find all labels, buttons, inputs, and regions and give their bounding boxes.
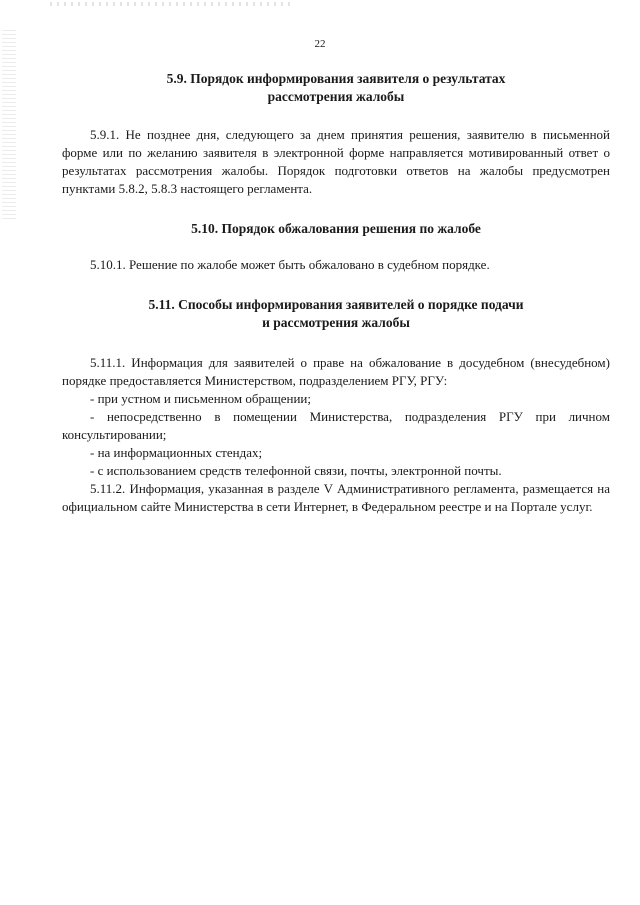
scan-artifact-margin [2, 30, 16, 220]
page-number: 22 [314, 38, 326, 50]
section-5-11 [62, 296, 610, 516]
document-body [62, 66, 610, 516]
list-item: - с использованием средств телефонной связи, почты, электронной почты. [90, 463, 502, 478]
section-heading: 5.10. Порядок обжалования решения по жалобе [191, 221, 481, 236]
paragraph: 5.10.1. Решение по жалобе может быть обжаловано в судебном порядке. [90, 257, 490, 272]
section-5-10 [62, 220, 610, 274]
paragraph: 5.11.1. Информация для заявителей о праве на обжалование в досудебном (внесудебном) порядке предоставляется Министерством, подразделением РГУ, РГУ: [62, 355, 610, 388]
section-5-9 [62, 70, 610, 198]
section-heading: 5.11. Способы информирования заявителей о порядке подачи [148, 297, 524, 312]
scan-artifact-top [50, 2, 290, 6]
list-item: - непосредственно в помещении Министерства, подразделения РГУ при личном консультировании; [62, 409, 610, 442]
list-item: - на информационных стендах; [90, 445, 263, 460]
paragraph: 5.11.2. Информация, указанная в разделе V Административного регламента, размещается на официальном сайте Министерства в сети Интернет, в Федеральном реестре и на Портале услуг. [62, 481, 610, 514]
paragraph: 5.9.1. Не позднее дня, следующего за днем принятия решения, заявителю в письменной форме или по желанию заявителя в электронной форме направляется мотивированный ответ о результатах рассмотрения жалобы. Порядок подготовки ответов на жалобы предусмотрен пунктами 5.8.2, 5.8.3 настоящего регламента. [62, 127, 610, 196]
list-item: - при устном и письменном обращении; [90, 391, 311, 406]
section-heading: и рассмотрения жалобы [262, 315, 410, 330]
section-heading: рассмотрения жалобы [267, 89, 405, 104]
section-heading: 5.9. Порядок информирования заявителя о результатах [166, 71, 506, 86]
